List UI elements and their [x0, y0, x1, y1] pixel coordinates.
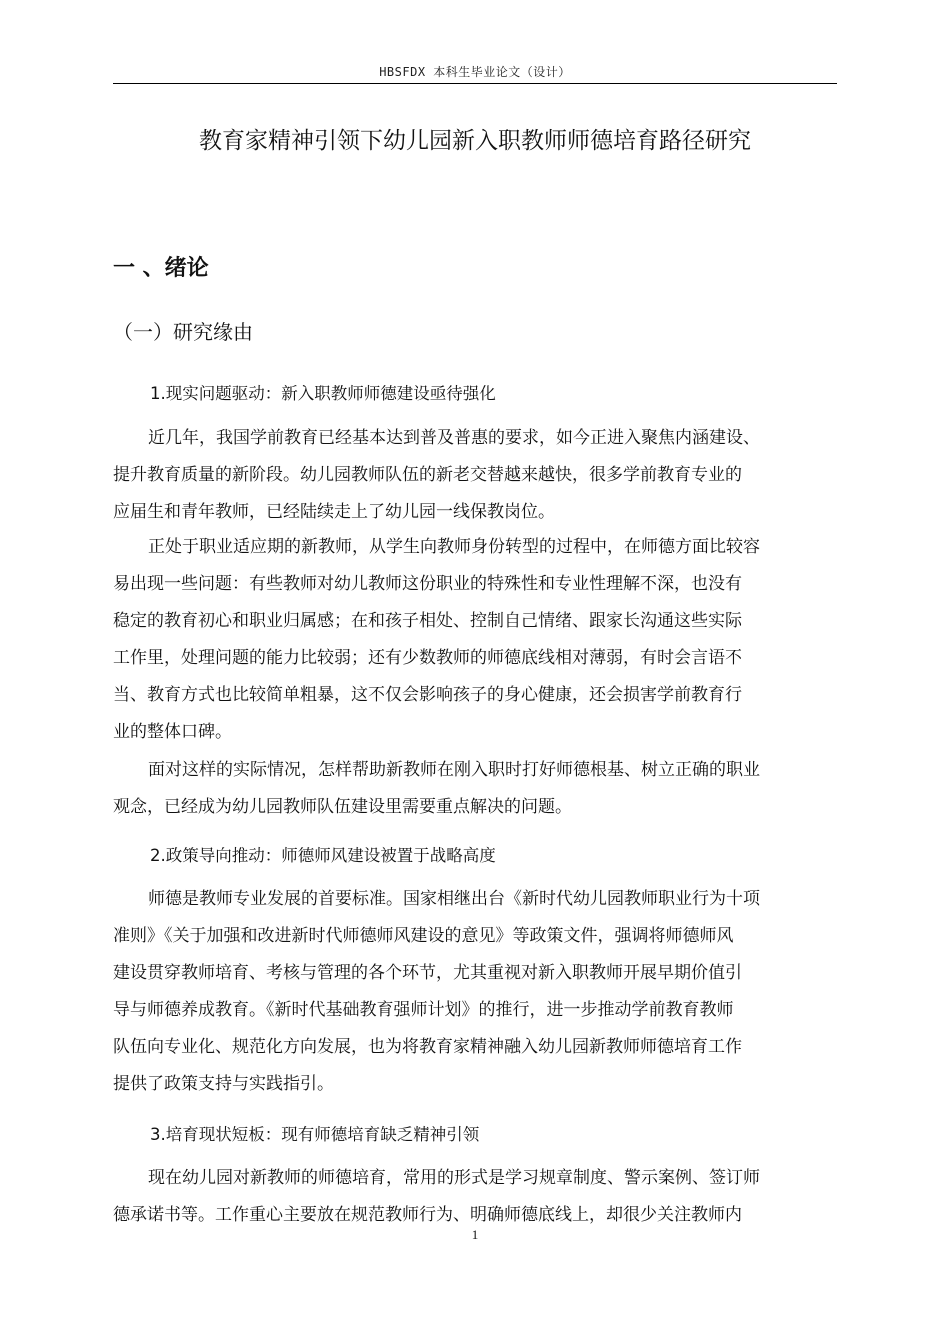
paragraph-line: 德承诺书等。工作重心主要放在规范教师行为、明确师德底线上，却很少关注教师内: [113, 1205, 742, 1225]
header-rule: [113, 83, 837, 84]
part-heading-2: 2.政策导向推动：师德师风建设被置于战略高度: [150, 846, 496, 865]
paragraph-line: 正处于职业适应期的新教师，从学生向教师身份转型的过程中，在师德方面比较容: [148, 537, 760, 557]
paragraph-line: 现在幼儿园对新教师的师德培育，常用的形式是学习规章制度、警示案例、签订师: [148, 1168, 760, 1188]
paragraph-line: 建设贯穿教师培育、考核与管理的各个环节，尤其重视对新入职教师开展早期价值引: [113, 963, 742, 983]
paragraph-1: [113, 420, 837, 531]
paragraph-line: 准则》《关于加强和改进新时代师德师风建设的意见》等政策文件，强调将师德师风: [113, 926, 734, 946]
section-heading: 一 、绪论: [113, 256, 209, 281]
paragraph-2: [113, 529, 837, 751]
running-header: HBSFDX 本科生毕业论文（设计）: [379, 65, 571, 79]
paragraph-line: 导与师德养成教育。《新时代基础教育强师计划》的推行，进一步推动学前教育教师: [113, 1000, 734, 1020]
paragraph-line: 业的整体口碑。: [113, 722, 232, 742]
page-number: 1: [471, 1227, 479, 1242]
paragraph-line: 工作里，处理问题的能力比较弱；还有少数教师的师德底线相对薄弱，有时会言语不: [113, 648, 742, 668]
paragraph-line: 提升教育质量的新阶段。幼儿园教师队伍的新老交替越来越快，很多学前教育专业的: [113, 465, 742, 485]
document-title: 教育家精神引领下幼儿园新入职教师师德培育路径研究: [199, 128, 751, 154]
paragraph-4: [113, 881, 837, 1103]
paragraph-line: 提供了政策支持与实践指引。: [113, 1074, 334, 1094]
paragraph-line: 易出现一些问题：有些教师对幼儿教师这份职业的特殊性和专业性理解不深，也没有: [113, 574, 742, 594]
part-heading-1: 1.现实问题驱动：新入职教师师德建设亟待强化: [150, 384, 496, 403]
paragraph-5: [113, 1160, 837, 1234]
part-heading-3: 3.培育现状短板：现有师德培育缺乏精神引领: [150, 1125, 480, 1144]
paragraph-line: 当、教育方式也比较简单粗暴，这不仅会影响孩子的身心健康，还会损害学前教育行: [113, 685, 742, 705]
paragraph-line: 近几年，我国学前教育已经基本达到普及普惠的要求，如今正进入聚焦内涵建设、: [148, 428, 760, 448]
paragraph-line: 面对这样的实际情况，怎样帮助新教师在刚入职时打好师德根基、树立正确的职业: [148, 760, 760, 780]
paragraph-line: 观念，已经成为幼儿园教师队伍建设里需要重点解决的问题。: [113, 797, 572, 817]
paragraph-3: [113, 752, 837, 826]
paragraph-line: 队伍向专业化、规范化方向发展，也为将教育家精神融入幼儿园新教师师德培育工作: [113, 1037, 742, 1057]
subsection-heading: （一）研究缘由: [113, 320, 253, 344]
paragraph-line: 稳定的教育初心和职业归属感；在和孩子相处、控制自己情绪、跟家长沟通这些实际: [113, 611, 742, 631]
paragraph-line: 师德是教师专业发展的首要标准。国家相继出台《新时代幼儿园教师职业行为十项: [148, 889, 760, 909]
paragraph-line: 应届生和青年教师，已经陆续走上了幼儿园一线保教岗位。: [113, 502, 555, 522]
